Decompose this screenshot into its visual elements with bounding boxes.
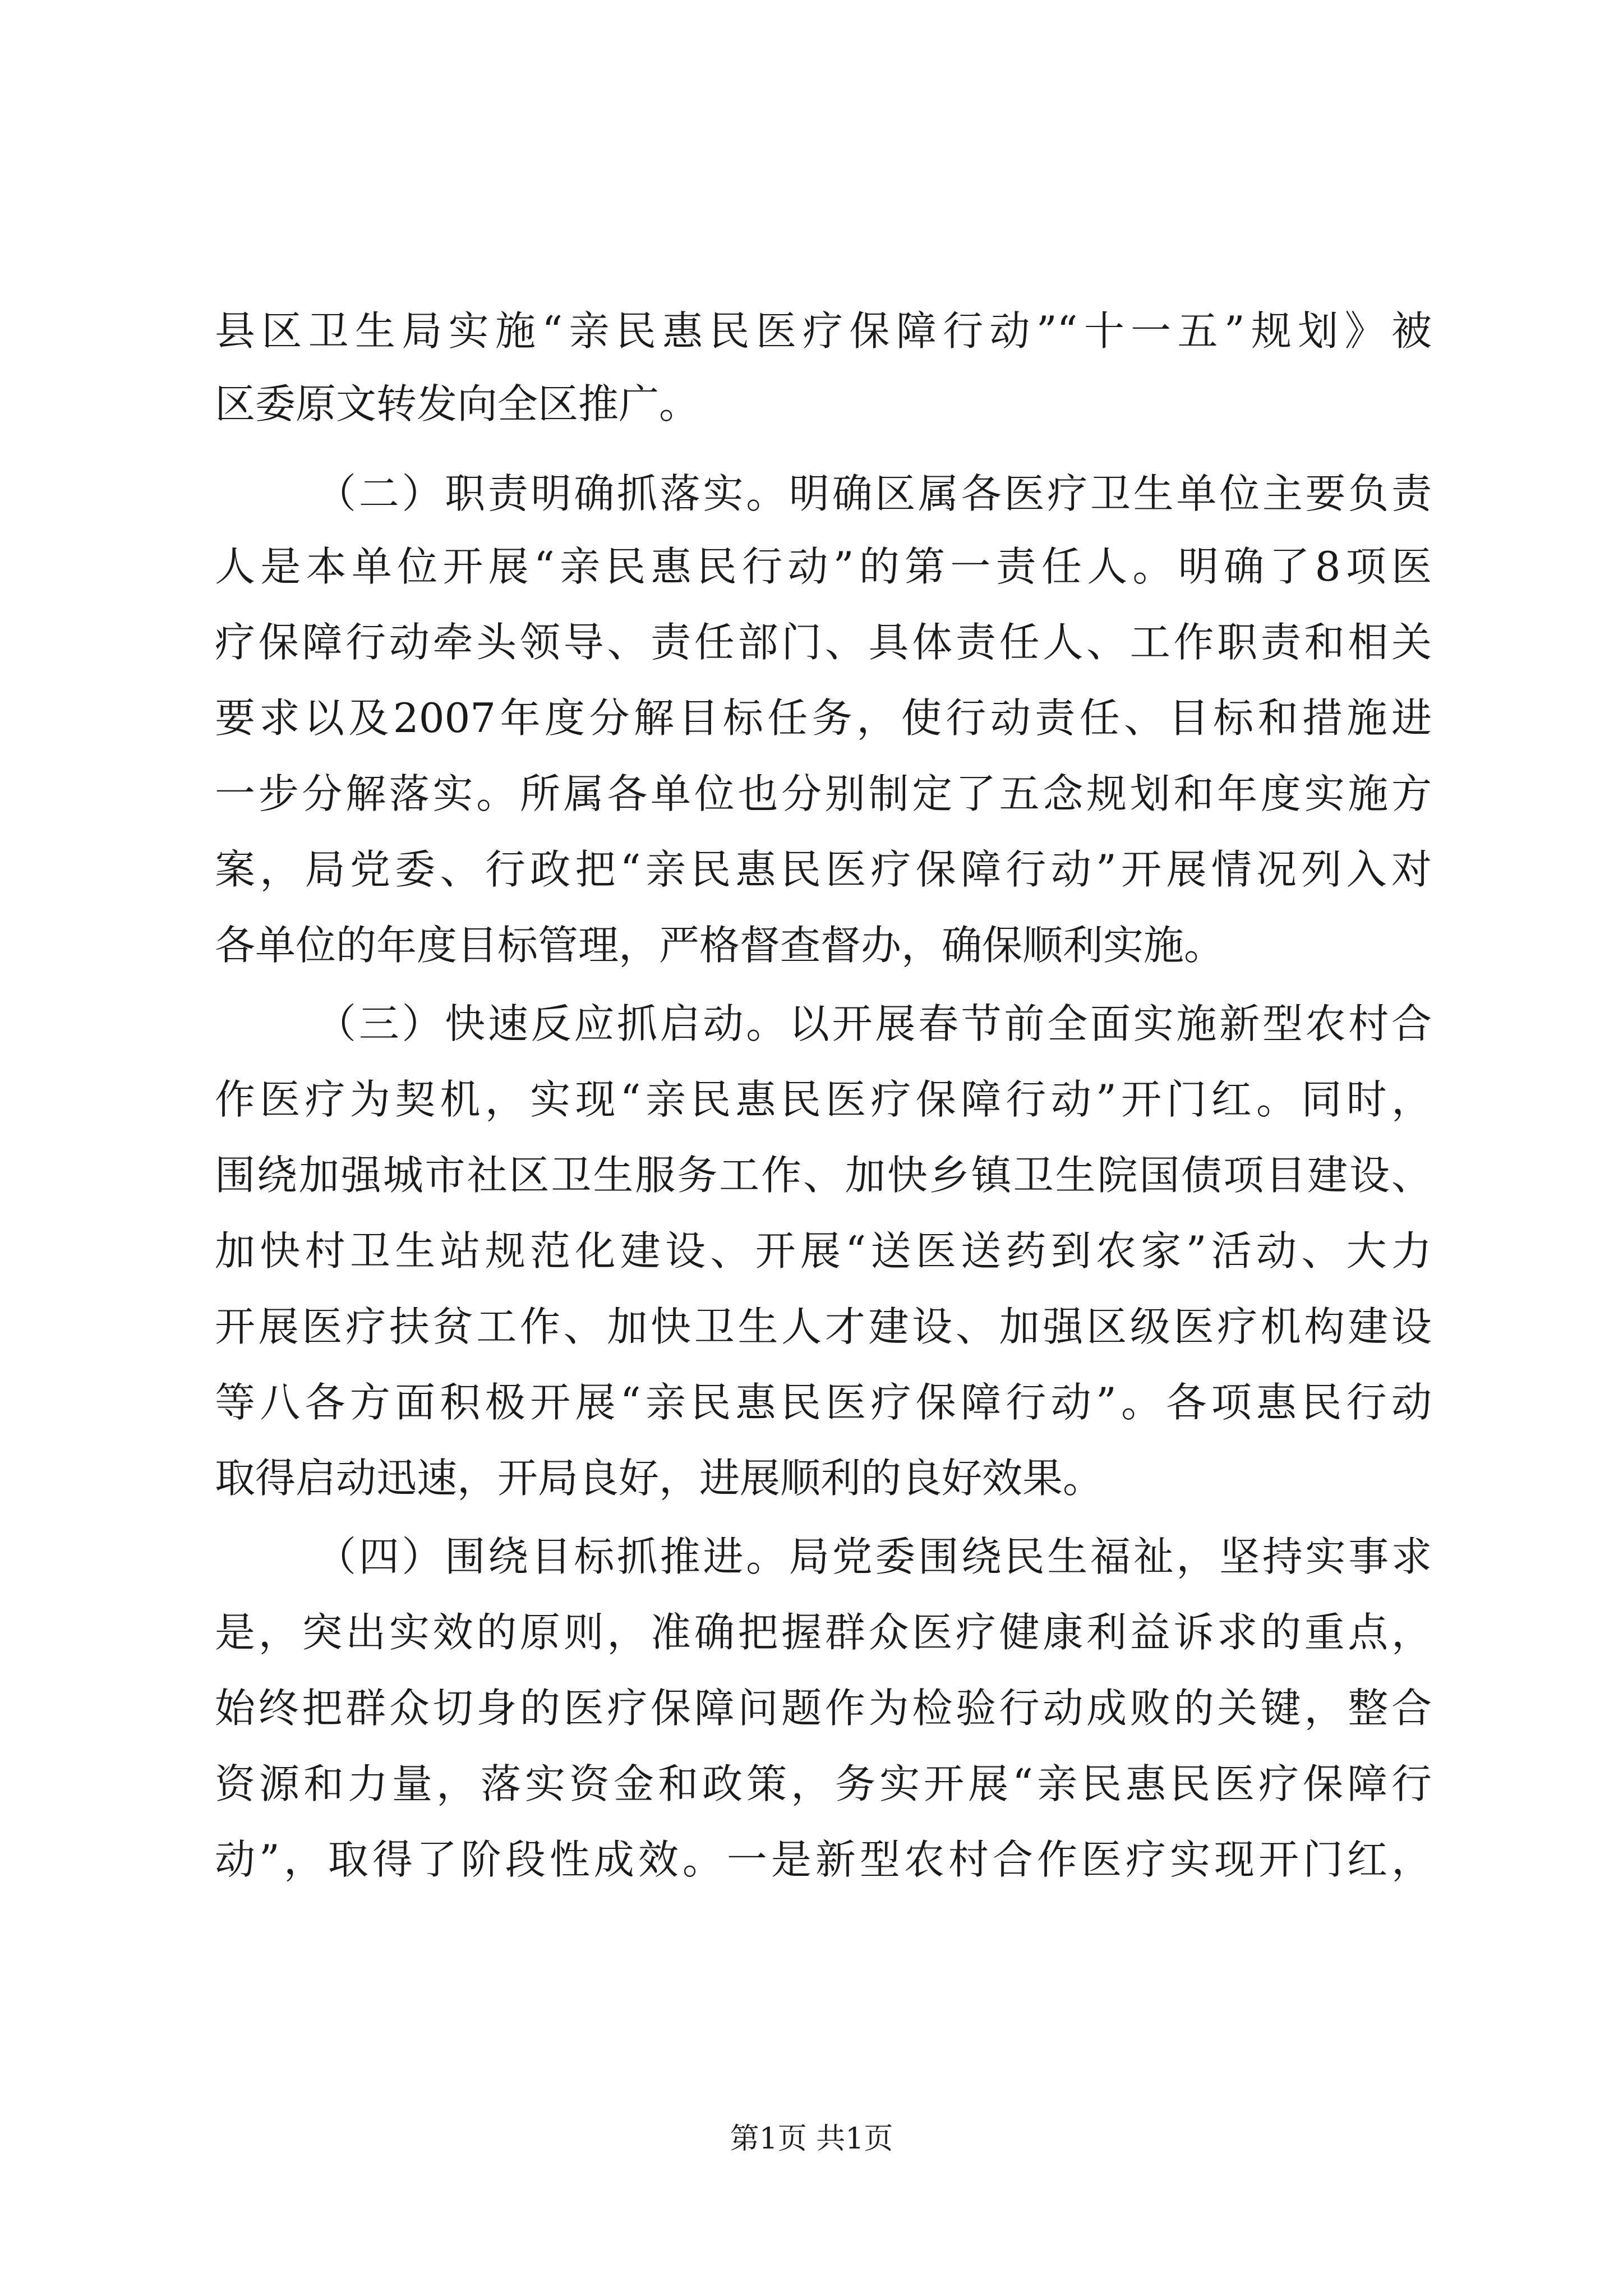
text-line: 人是本单位开展“亲民惠民行动”的第一责任人。明确了8项医 xyxy=(215,543,1432,590)
text-line: 开展医疗扶贫工作、加快卫生人才建设、加强区级医疗机构建设 xyxy=(215,1303,1432,1350)
text-line: 县区卫生局实施“亲民惠民医疗保障行动”“十一五”规划》被 xyxy=(215,307,1432,355)
text-line: 围绕加强城市社区卫生服务工作、加快乡镇卫生院国债项目建设、 xyxy=(215,1152,1432,1199)
text-line: 等八各方面积极开展“亲民惠民医疗保障行动”。各项惠民行动 xyxy=(215,1379,1432,1426)
text-line: 动”，取得了阶段性成效。一是新型农村合作医疗实现开门红， xyxy=(215,1836,1432,1883)
paragraph-heading-line: （四）围绕目标抓推进。局党委围绕民生福祉，坚持实事求 xyxy=(316,1533,1432,1580)
text-line: 区委原文转发向全区推广。 xyxy=(215,380,700,427)
text-line: 案，局党委、行政把“亲民惠民医疗保障行动”开展情况列入对 xyxy=(215,846,1432,893)
text-line: 疗保障行动牵头领导、责任部门、具体责任人、工作职责和相关 xyxy=(215,619,1432,666)
text-line: 是，突出实效的原则，准确把握群众医疗健康利益诉求的重点， xyxy=(215,1609,1432,1656)
text-line: 始终把群众切身的医疗保障问题作为检验行动成败的关键，整合 xyxy=(215,1685,1432,1732)
page-number-footer: 第1页 共1页 xyxy=(730,2122,893,2156)
text-line: 各单位的年度目标管理，严格督查督办，确保顺利实施。 xyxy=(215,922,1225,969)
text-line: 取得启动迅速，开局良好，进展顺利的良好效果。 xyxy=(215,1455,1104,1502)
text-line: 加快村卫生站规范化建设、开展“送医送药到农家”活动、大力 xyxy=(215,1227,1432,1274)
paragraph-heading-line: （三）快速反应抓启动。以开展春节前全面实施新型农村合 xyxy=(316,1000,1432,1047)
text-line: 资源和力量，落实资金和政策，务实开展“亲民惠民医疗保障行 xyxy=(215,1760,1432,1807)
text-line: 要求以及2007年度分解目标任务，使行动责任、目标和措施进 xyxy=(215,694,1432,742)
paragraph-heading-line: （二）职责明确抓落实。明确区属各医疗卫生单位主要负责 xyxy=(316,470,1432,517)
text-line: 一步分解落实。所属各单位也分别制定了五念规划和年度实施方 xyxy=(215,770,1432,817)
text-line: 作医疗为契机，实现“亲民惠民医疗保障行动”开门红。同时， xyxy=(215,1076,1432,1123)
